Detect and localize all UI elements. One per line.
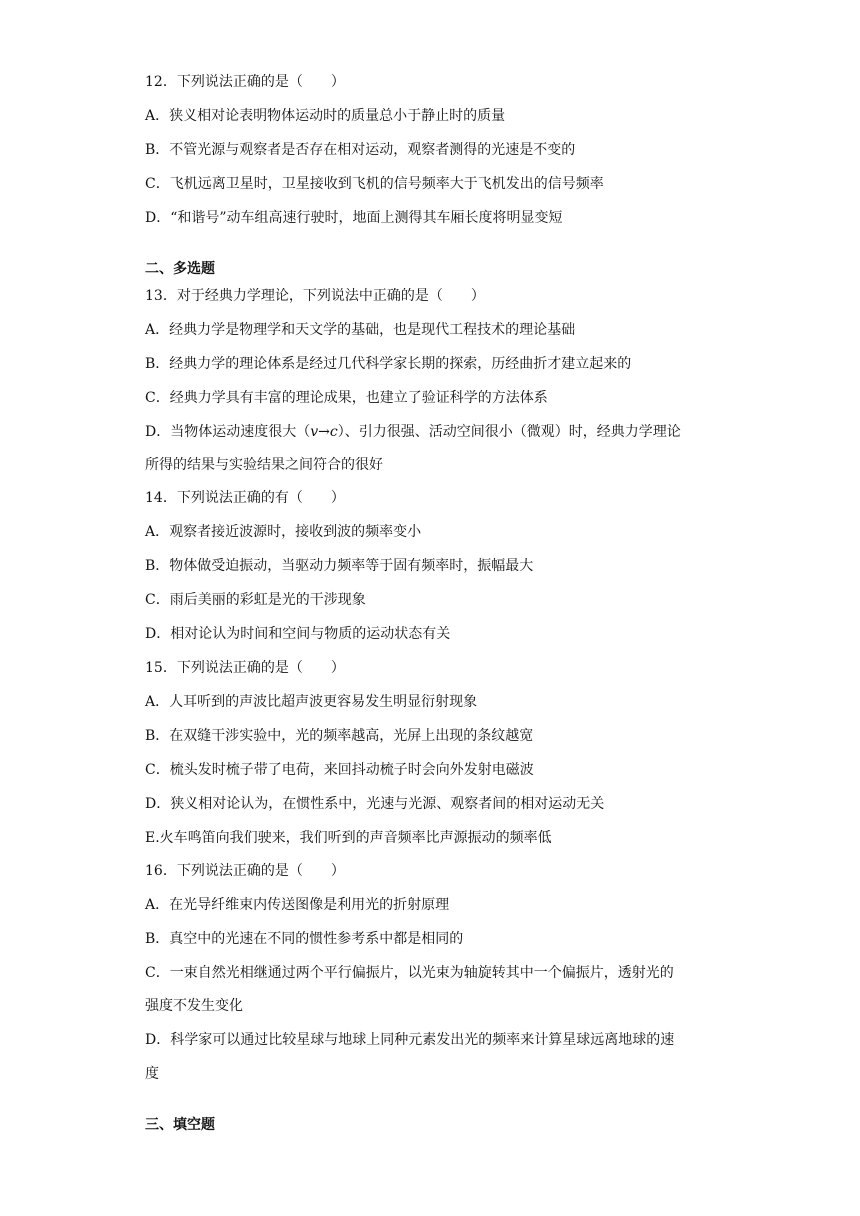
q13-option-d-continued: 所得的结果与实验结果之间符合的很好 — [145, 457, 383, 473]
q12-option-c: C．飞机远离卫星时，卫星接收到飞机的信号频率大于飞机发出的信号频率 — [145, 176, 604, 192]
q13-option-c: C．经典力学具有丰富的理论成果，也建立了验证科学的方法体系 — [145, 390, 548, 406]
q15-option-c: C．梳头发时梳子带了电荷，来回抖动梳子时会向外发射电磁波 — [145, 762, 534, 778]
q16-option-d-continued: 度 — [145, 1066, 159, 1082]
q14-stem: 14．下列说法正确的有（ ） — [145, 490, 345, 506]
q13-option-d-arrow: → — [318, 424, 330, 440]
section-3-title: 三、填空题 — [145, 1117, 215, 1133]
q16-stem: 16．下列说法正确的是（ ） — [145, 863, 345, 879]
q12-option-d: D．“和谐号”动车组高速行驶时，地面上测得其车厢长度将明显变短 — [145, 210, 563, 226]
q15-option-a: A．人耳听到的声波比超声波更容易发生明显衍射现象 — [145, 694, 478, 710]
q13-stem: 13．对于经典力学理论，下列说法中正确的是（ ） — [145, 288, 485, 304]
q15-option-d: D．狭义相对论认为，在惯性系中，光速与光源、观察者间的相对运动无关 — [145, 796, 605, 812]
q16-option-d: D．科学家可以通过比较星球与地球上同种元素发出光的频率来计算星球远离地球的速 — [145, 1032, 675, 1048]
q14-option-d: D．相对论认为时间和空间与物质的运动状态有关 — [145, 626, 451, 642]
q16-option-c: C．一束自然光相继通过两个平行偏振片，以光束为轴旋转其中一个偏振片，透射光的 — [145, 965, 674, 981]
q16-option-c-continued: 强度不发生变化 — [145, 998, 243, 1014]
q13-option-d-pre: D．当物体运动速度很大（ — [145, 424, 311, 440]
q12-option-a: A．狭义相对论表明物体运动时的质量总小于静止时的质量 — [145, 108, 506, 124]
q13-option-d-c: c — [329, 424, 338, 440]
q13-option-d-post: ）、引力很强、活动空间很小（微观）时，经典力学理论 — [337, 424, 681, 440]
q14-option-a: A．观察者接近波源时，接收到波的频率变小 — [145, 524, 422, 540]
q14-option-c: C．雨后美丽的彩虹是光的干涉现象 — [145, 592, 366, 608]
q12-option-b: B．不管光源与观察者是否存在相对运动，观察者测得的光速是不变的 — [145, 142, 576, 158]
q15-option-e: E.火车鸣笛向我们驶来，我们听到的声音频率比声源振动的频率低 — [145, 830, 552, 846]
q16-option-a: A．在光导纤维束内传送图像是利用光的折射原理 — [145, 897, 450, 913]
q13-option-b: B．经典力学的理论体系是经过几代科学家长期的探索，历经曲折才建立起来的 — [145, 356, 632, 372]
q13-option-a: A．经典力学是物理学和天文学的基础，也是现代工程技术的理论基础 — [145, 322, 576, 338]
q15-option-b: B．在双缝干涉实验中，光的频率越高，光屏上出现的条纹越宽 — [145, 728, 534, 744]
q13-option-d — [145, 422, 725, 442]
q12-stem: 12．下列说法正确的是（ ） — [145, 74, 345, 90]
q16-option-b: B．真空中的光速在不同的惯性参考系中都是相同的 — [145, 931, 464, 947]
section-2-title: 二、多选题 — [145, 261, 215, 277]
q13-option-d-v: v — [310, 424, 319, 440]
q15-stem: 15．下列说法正确的是（ ） — [145, 660, 345, 676]
q14-option-b: B．物体做受迫振动，当驱动力频率等于固有频率时，振幅最大 — [145, 558, 534, 574]
